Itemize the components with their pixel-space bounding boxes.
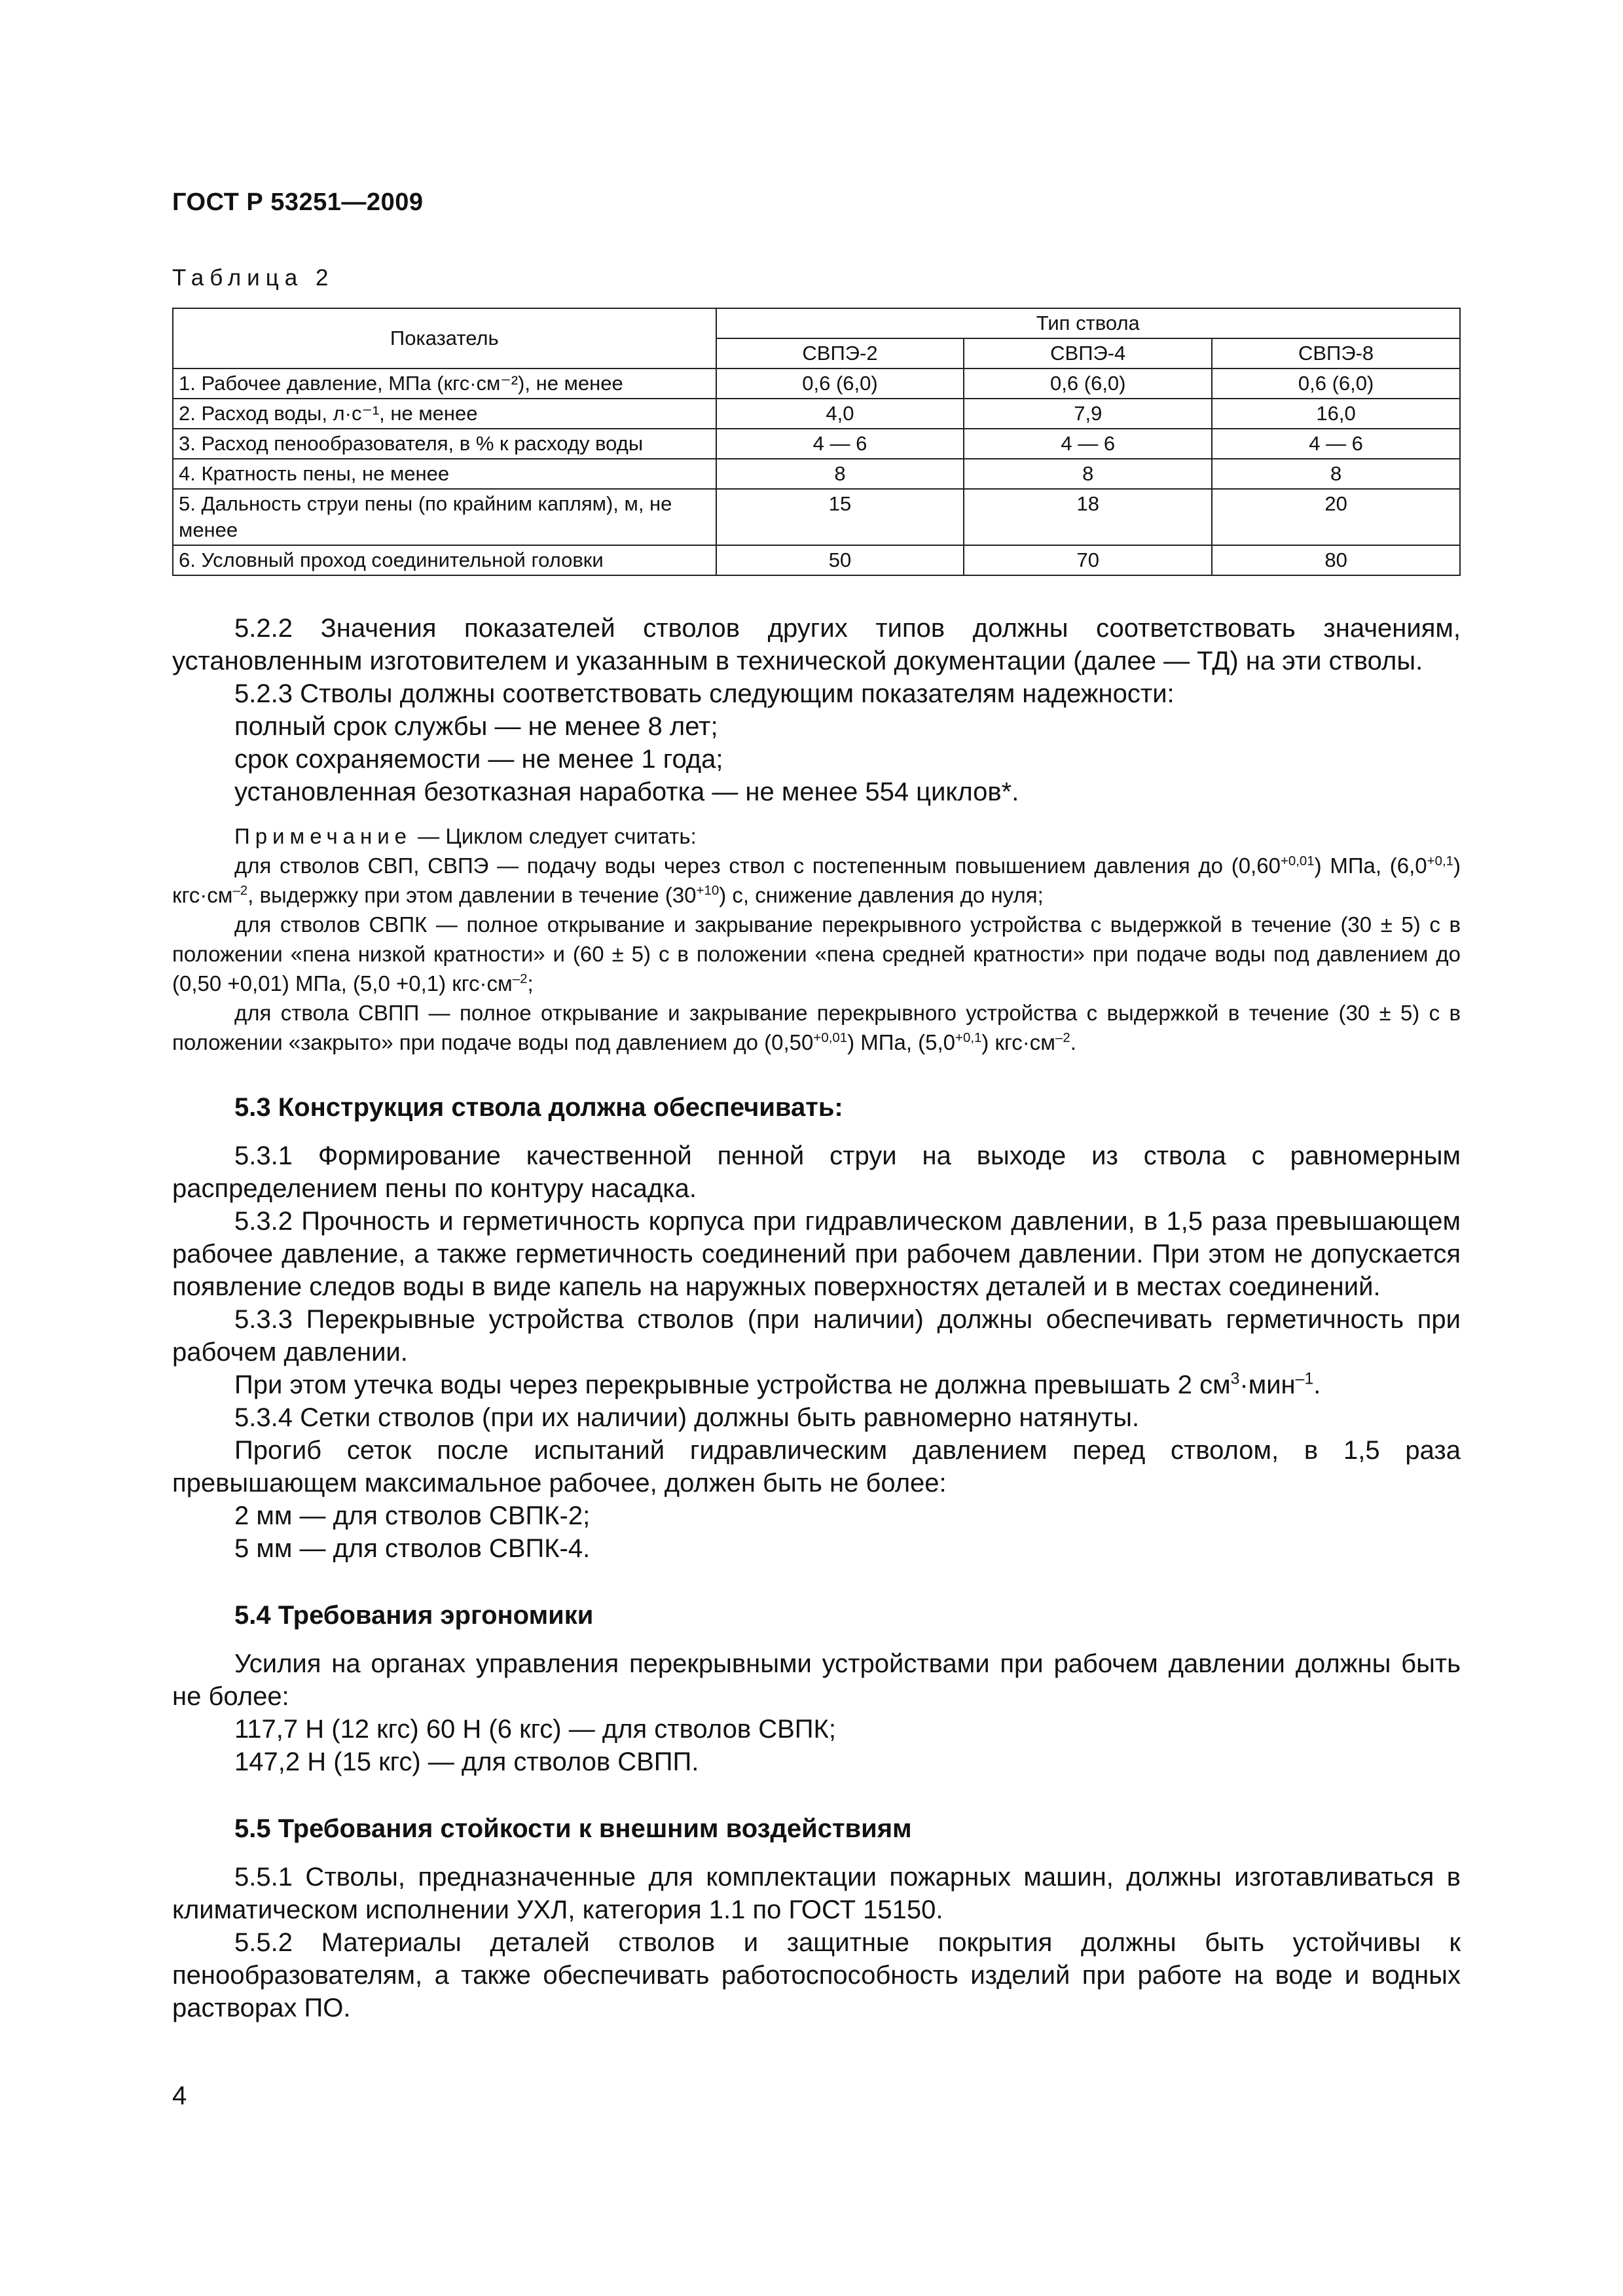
row-label: 6. Условный проход соединительной головки — [173, 545, 716, 575]
table-cell: 4 — 6 — [1212, 429, 1460, 459]
note-item-svp: для стволов СВП, СВПЭ — подачу воды через ствол с постепенным повышением давления до $(0,60^{+0,01})$ МПа, $(6,0^{+0,1})$ $кгс\cdot см^{-2}$, выдержку при этом давлении в течение $(30^{+10})$ с, снижение давления до нуля; — [172, 853, 1461, 907]
section-heading-5-5: 5.5 Требования стойкости к внешним воздействиям — [234, 1814, 912, 1843]
paragraph-5-5-1: 5.5.1 Стволы, предназначенные для комплектации пожарных машин, должны изготавливаться в климатическом исполнении УХЛ, категория 1.1 по ГОСТ 15150. — [172, 1863, 1461, 1924]
paragraph-5-3-4: 5.3.4 Сетки стволов (при их наличии) должны быть равномерно натянуты. — [234, 1403, 1140, 1432]
table-cell: 0,6 (6,0) — [1212, 368, 1460, 399]
row-label: 3. Расход пенообразователя, в % к расходу воды — [173, 429, 716, 459]
paragraph-5-3-2: 5.3.2 Прочность и герметичность корпуса при гидравлическом давлении, в 1,5 раза превышающем рабочее давление, а также герметичность соединений при рабочем давлении. При этом не допускается появление следов воды в виде капель на наружных поверхностях деталей и в местах соединений. — [172, 1207, 1461, 1301]
row-label: 4. Кратность пены, не менее — [173, 459, 716, 489]
paragraph-5-2-2: 5.2.2 Значения показателей стволов других типов должны соответствовать значениям, установленным изготовителем и указанным в технической документации (далее — ТД) на эти стволы. — [172, 614, 1461, 675]
paragraph-5-3-3: 5.3.3 Перекрывные устройства стволов (при наличии) должны обеспечивать герметичность при рабочем давлении. — [172, 1305, 1461, 1367]
table-cell: 8 — [716, 459, 964, 489]
table-cell: 50 — [716, 545, 964, 575]
note-intro: Примечание — Циклом следует считать: — [234, 824, 697, 848]
table-cell: 0,6 (6,0) — [964, 368, 1212, 399]
table-cell: 8 — [1212, 459, 1460, 489]
table-cell: 7,9 — [964, 399, 1212, 429]
force-item: 117,7 Н (12 кгс) 60 Н (6 кгс) — для стволов СВПК; — [234, 1715, 836, 1744]
note-item-svpk: для стволов СВПК — полное открывание и закрывание перекрывного устройства с выдержкой в течение (30 ± 5) с в положении «пена низкой кратности» и (60 ± 5) с в положении «пена средней кратности» при подаче воды под давлением до (0,50 +0,01) МПа, (5,0 +0,1) $кгс\cdot см^{-2}$; — [172, 912, 1461, 996]
parameters-table — [172, 308, 1461, 576]
table-row — [173, 399, 1460, 429]
table-cell: 4,0 — [716, 399, 964, 429]
column-header-type: СВПЭ-4 — [964, 338, 1212, 368]
paragraph-5-3-4-deflection: Прогиб сеток после испытаний гидравлическим давлением перед стволом, в 1,5 раза превышающем максимальное рабочее, должен быть не более: — [172, 1436, 1461, 1498]
column-header-type: СВПЭ-8 — [1212, 338, 1460, 368]
note-label: Примечание — [234, 824, 412, 848]
column-header-parameter: Показатель — [173, 308, 716, 368]
section-heading-5-3: 5.3 Конструкция ствола должна обеспечивать: — [234, 1093, 843, 1122]
table-cell: 15 — [716, 489, 964, 545]
table-cell: 80 — [1212, 545, 1460, 575]
table-row — [173, 545, 1460, 575]
table-cell: 0,6 (6,0) — [716, 368, 964, 399]
paragraph-5-2-3: 5.2.3 Стволы должны соответствовать следующим показателям надежности: — [234, 679, 1175, 708]
reliability-item: полный срок службы — не менее 8 лет; — [234, 712, 718, 741]
table-caption: Таблица 2 — [172, 265, 335, 291]
table-cell: 4 — 6 — [716, 429, 964, 459]
table-row — [173, 459, 1460, 489]
table-row — [173, 368, 1460, 399]
table-header-row — [173, 308, 1460, 338]
table-cell: 70 — [964, 545, 1212, 575]
paragraph-5-3-3-leak: При этом утечка воды через перекрывные устройства не должна превышать 2 $см^3\cdot мин^{-1}$. — [234, 1370, 1321, 1399]
table-cell: 4 — 6 — [964, 429, 1212, 459]
table-row — [173, 489, 1460, 545]
row-label: 2. Расход воды, л·с⁻¹, не менее — [173, 399, 716, 429]
column-header-type-group: Тип ствола — [716, 308, 1460, 338]
table-cell: 18 — [964, 489, 1212, 545]
paragraph-5-4: Усилия на органах управления перекрывными устройствами при рабочем давлении должны быть не более: — [172, 1649, 1461, 1711]
reliability-item: установленная безотказная наработка — не менее 554 циклов*. — [234, 778, 1019, 806]
page-number: 4 — [172, 2081, 187, 2110]
reliability-item: срок сохраняемости — не менее 1 года; — [234, 745, 723, 774]
deflection-item: 5 мм — для стволов СВПК-4. — [234, 1534, 591, 1563]
row-label: 1. Рабочее давление, МПа (кгс·см⁻²), не менее — [173, 368, 716, 399]
note-item-svpp: для ствола СВПП — полное открывание и закрывание перекрывного устройства с выдержкой в течение (30 ± 5) с в положении «закрыто» при подаче воды под давлением до $(0,50^{+0,01})$ МПа, $(5,0^{+0,1})$ $кгс\cdot см^{-2}$. — [172, 1001, 1461, 1054]
note-block — [172, 821, 1461, 1057]
table-row — [173, 429, 1460, 459]
main-content — [172, 612, 1461, 2024]
table-cell: 8 — [964, 459, 1212, 489]
table-cell: 20 — [1212, 489, 1460, 545]
row-label: 5. Дальность струи пены (по крайним каплям), м, не менее — [173, 489, 716, 545]
deflection-item: 2 мм — для стволов СВПК-2; — [234, 1501, 591, 1530]
section-heading-5-4: 5.4 Требования эргономики — [234, 1601, 594, 1630]
table-cell: 16,0 — [1212, 399, 1460, 429]
column-header-type: СВПЭ-2 — [716, 338, 964, 368]
force-item: 147,2 Н (15 кгс) — для стволов СВПП. — [234, 1748, 699, 1776]
paragraph-5-5-2: 5.5.2 Материалы деталей стволов и защитные покрытия должны быть устойчивы к пенообразователям, а также обеспечивать работоспособность изделий при работе на воде и водных растворах ПО. — [172, 1928, 1461, 2022]
paragraph-5-3-1: 5.3.1 Формирование качественной пенной струи на выходе из ствола с равномерным распределением пены по контуру насадка. — [172, 1141, 1461, 1203]
document-header: ГОСТ Р 53251—2009 — [172, 188, 424, 216]
